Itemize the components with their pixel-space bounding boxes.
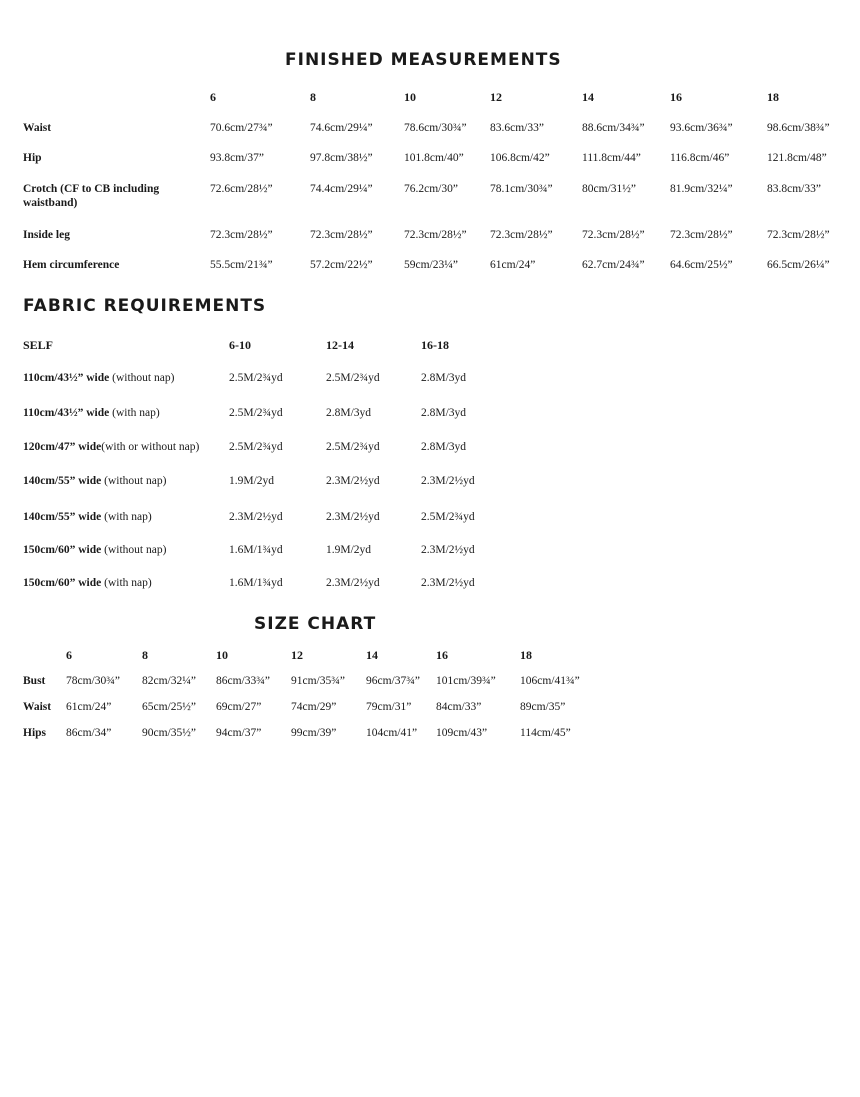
yardage-value: 2.5M/2¾yd bbox=[229, 372, 283, 384]
row-label: Hip bbox=[23, 152, 42, 164]
body-measurement-value: 109cm/43” bbox=[436, 727, 488, 739]
measurement-value: 74.4cm/29¼” bbox=[310, 183, 373, 195]
measurement-value: 72.3cm/28½” bbox=[670, 229, 733, 241]
nap-note: (with or without nap) bbox=[101, 441, 200, 453]
yardage-value: 2.3M/2½yd bbox=[326, 475, 380, 487]
body-measurement-value: 79cm/31” bbox=[366, 701, 412, 713]
size-header: 14 bbox=[366, 648, 378, 662]
body-measurement-value: 65cm/25½” bbox=[142, 701, 196, 713]
body-measurement-value: 106cm/41¾” bbox=[520, 675, 580, 687]
yardage-value: 2.5M/2¾yd bbox=[229, 407, 283, 419]
fabric-width: 150cm/60” wide bbox=[23, 577, 102, 589]
body-measurement-value: 90cm/35½” bbox=[142, 727, 196, 739]
yardage-value: 2.3M/2½yd bbox=[421, 544, 475, 556]
measurement-value: 62.7cm/24¾” bbox=[582, 259, 645, 271]
size-chart-title: SIZE CHART bbox=[254, 614, 377, 634]
yardage-value: 2.5M/2¾yd bbox=[326, 372, 380, 384]
measurement-value: 83.6cm/33” bbox=[490, 122, 544, 134]
fabric-width: 150cm/60” wide bbox=[23, 544, 102, 556]
fabric-width-label bbox=[23, 510, 152, 524]
measurement-value: 81.9cm/32¼” bbox=[670, 183, 733, 195]
yardage-value: 2.8M/3yd bbox=[421, 407, 467, 419]
size-header: 8 bbox=[310, 90, 316, 104]
yardage-value: 1.9M/2yd bbox=[326, 544, 372, 556]
nap-note: (without nap) bbox=[101, 475, 167, 487]
yardage-value: 1.6M/1¾yd bbox=[229, 544, 283, 556]
measurement-value: 88.6cm/34¾” bbox=[582, 122, 645, 134]
body-measurement-value: 104cm/41” bbox=[366, 727, 418, 739]
measurement-value: 72.3cm/28½” bbox=[310, 229, 373, 241]
row-label: Bust bbox=[23, 675, 46, 687]
body-measurement-value: 69cm/27” bbox=[216, 701, 262, 713]
measurement-value: 83.8cm/33” bbox=[767, 183, 821, 195]
yardage-value: 2.3M/2½yd bbox=[326, 511, 380, 523]
measurement-value: 59cm/23¼” bbox=[404, 259, 458, 271]
yardage-value: 2.3M/2½yd bbox=[326, 577, 380, 589]
size-header: 10 bbox=[216, 648, 228, 662]
fabric-width-label bbox=[23, 371, 174, 385]
measurement-value: 101.8cm/40” bbox=[404, 152, 464, 164]
nap-note: (with nap) bbox=[109, 407, 160, 419]
fabric-requirements-title: FABRIC REQUIREMENTS bbox=[23, 296, 267, 316]
yardage-value: 2.8M/3yd bbox=[421, 441, 467, 453]
fabric-width: 120cm/47” wide bbox=[23, 441, 102, 453]
measurement-value: 80cm/31½” bbox=[582, 183, 636, 195]
yardage-value: 2.8M/3yd bbox=[326, 407, 372, 419]
measurement-value: 78.6cm/30¾” bbox=[404, 122, 467, 134]
measurement-value: 72.3cm/28½” bbox=[404, 229, 467, 241]
body-measurement-value: 61cm/24” bbox=[66, 701, 112, 713]
body-measurement-value: 114cm/45” bbox=[520, 727, 571, 739]
yardage-value: 1.6M/1¾yd bbox=[229, 577, 283, 589]
measurement-value: 121.8cm/48” bbox=[767, 152, 827, 164]
measurement-value: 111.8cm/44” bbox=[582, 152, 641, 164]
yardage-value: 2.5M/2¾yd bbox=[326, 441, 380, 453]
measurement-value: 70.6cm/27¾” bbox=[210, 122, 273, 134]
body-measurement-value: 101cm/39¾” bbox=[436, 675, 496, 687]
yardage-value: 2.5M/2¾yd bbox=[229, 441, 283, 453]
yardage-value: 2.5M/2¾yd bbox=[421, 511, 475, 523]
measurement-value: 55.5cm/21¾” bbox=[210, 259, 273, 271]
body-measurement-value: 74cm/29” bbox=[291, 701, 337, 713]
body-measurement-value: 82cm/32¼” bbox=[142, 675, 196, 687]
yardage-value: 2.3M/2½yd bbox=[229, 511, 283, 523]
measurement-value: 72.3cm/28½” bbox=[490, 229, 553, 241]
finished-measurements-title: FINISHED MEASUREMENTS bbox=[285, 50, 562, 70]
size-header: 6 bbox=[210, 90, 216, 104]
measurement-value: 72.6cm/28½” bbox=[210, 183, 273, 195]
size-header: 12 bbox=[490, 90, 502, 104]
row-label: Hem circumference bbox=[23, 259, 120, 271]
size-header: 10 bbox=[404, 90, 416, 104]
measurement-value: 72.3cm/28½” bbox=[210, 229, 273, 241]
fabric-width-label bbox=[23, 576, 152, 590]
body-measurement-value: 99cm/39” bbox=[291, 727, 337, 739]
yardage-value: 2.3M/2½yd bbox=[421, 577, 475, 589]
fabric-width-label bbox=[23, 474, 166, 488]
body-measurement-value: 94cm/37” bbox=[216, 727, 262, 739]
fabric-width-label bbox=[23, 543, 166, 557]
body-measurement-value: 84cm/33” bbox=[436, 701, 482, 713]
measurement-value: 98.6cm/38¾” bbox=[767, 122, 830, 134]
measurement-value: 61cm/24” bbox=[490, 259, 536, 271]
measurement-value: 76.2cm/30” bbox=[404, 183, 458, 195]
measurement-value: 72.3cm/28½” bbox=[767, 229, 830, 241]
fabric-width: 140cm/55” wide bbox=[23, 475, 102, 487]
nap-note: (without nap) bbox=[101, 544, 167, 556]
size-header: 12 bbox=[291, 648, 303, 662]
measurement-value: 74.6cm/29¼” bbox=[310, 122, 373, 134]
size-header: 6 bbox=[66, 648, 72, 662]
measurement-value: 72.3cm/28½” bbox=[582, 229, 645, 241]
body-measurement-value: 89cm/35” bbox=[520, 701, 566, 713]
fabric-width: 140cm/55” wide bbox=[23, 511, 102, 523]
row-label: Hips bbox=[23, 727, 47, 739]
measurement-value: 93.8cm/37” bbox=[210, 152, 264, 164]
nap-note: (without nap) bbox=[109, 372, 175, 384]
nap-note: (with nap) bbox=[101, 511, 152, 523]
nap-note: (with nap) bbox=[101, 577, 152, 589]
measurement-value: 57.2cm/22½” bbox=[310, 259, 373, 271]
fabric-width: 110cm/43½” wide bbox=[23, 407, 110, 419]
yardage-value: 1.9M/2yd bbox=[229, 475, 275, 487]
body-measurement-value: 91cm/35¾” bbox=[291, 675, 345, 687]
measurement-value: 93.6cm/36¾” bbox=[670, 122, 733, 134]
measurement-value: 97.8cm/38½” bbox=[310, 152, 373, 164]
measurement-value: 66.5cm/26¼” bbox=[767, 259, 830, 271]
fabric-corner-label: SELF bbox=[23, 338, 54, 352]
body-measurement-value: 86cm/33¾” bbox=[216, 675, 270, 687]
size-range-header: 12-14 bbox=[326, 338, 354, 352]
yardage-value: 2.3M/2½yd bbox=[421, 475, 475, 487]
body-measurement-value: 86cm/34” bbox=[66, 727, 112, 739]
size-range-header: 6-10 bbox=[229, 338, 251, 352]
body-measurement-value: 96cm/37¾” bbox=[366, 675, 420, 687]
row-label: Crotch (CF to CB including waistband) bbox=[23, 183, 160, 209]
size-header: 18 bbox=[520, 648, 532, 662]
measurement-value: 64.6cm/25½” bbox=[670, 259, 733, 271]
body-measurement-value: 78cm/30¾” bbox=[66, 675, 120, 687]
yardage-value: 2.8M/3yd bbox=[421, 372, 467, 384]
size-header: 18 bbox=[767, 90, 779, 104]
size-header: 8 bbox=[142, 648, 148, 662]
fabric-width-label bbox=[23, 440, 199, 454]
fabric-width-label bbox=[23, 406, 160, 420]
fabric-width: 110cm/43½” wide bbox=[23, 372, 110, 384]
measurement-value: 116.8cm/46” bbox=[670, 152, 730, 164]
row-label: Inside leg bbox=[23, 229, 70, 241]
measurement-value: 78.1cm/30¾” bbox=[490, 183, 553, 195]
size-header: 14 bbox=[582, 90, 594, 104]
size-header: 16 bbox=[436, 648, 448, 662]
size-range-header: 16-18 bbox=[421, 338, 449, 352]
row-label: Waist bbox=[23, 701, 52, 713]
measurement-value: 106.8cm/42” bbox=[490, 152, 550, 164]
row-label: Waist bbox=[23, 122, 52, 134]
size-header: 16 bbox=[670, 90, 682, 104]
